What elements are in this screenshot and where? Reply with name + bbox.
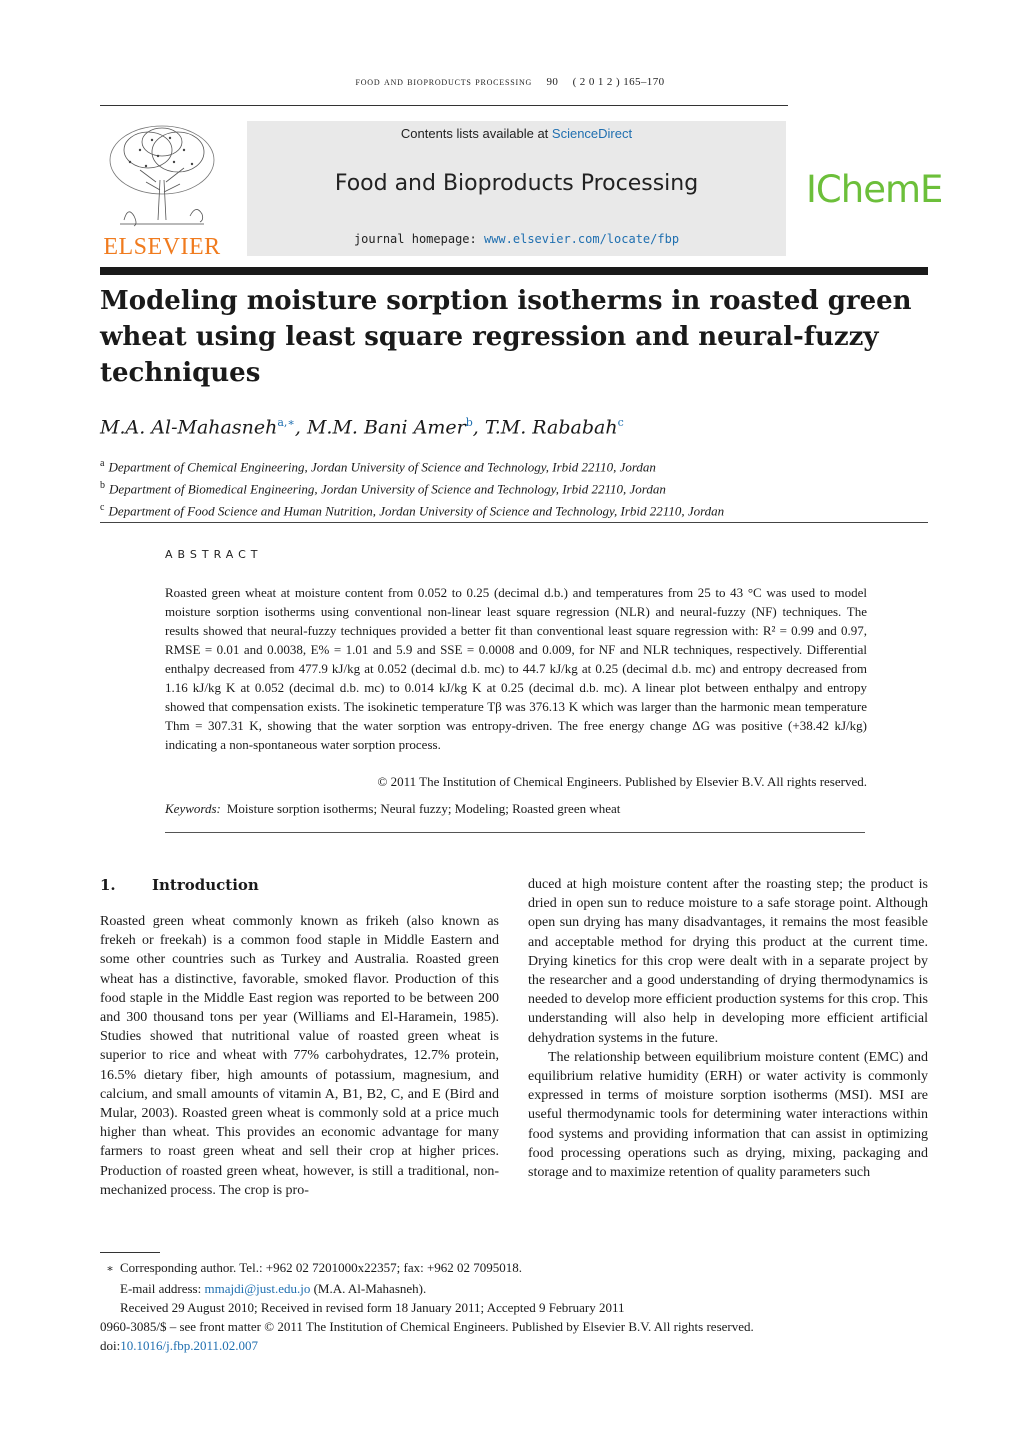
journal-name: Food and Bioproducts Processing	[334, 171, 699, 196]
issn-line: 0960-3085/$ – see front matter © 2011 The Institution of Chemical Engineers. Published by Elsevier B.V. All rights reserved.	[100, 1319, 754, 1334]
elsevier-tree-icon	[100, 120, 224, 232]
affiliation-mark: c	[100, 501, 105, 513]
doi-label: doi:	[100, 1338, 121, 1353]
running-head-volume: 90	[546, 76, 559, 88]
affiliation-rule	[100, 522, 928, 523]
section-heading	[100, 876, 259, 894]
author-name[interactable]: T.M. Rababah	[484, 416, 618, 439]
affiliation-text: Department of Biomedical Engineering, Jordan University of Science and Technology, Irbid 22110, Jordan	[109, 481, 666, 497]
masthead-rule	[100, 267, 928, 275]
running-head-year: ( 2 0 1 2 )	[572, 76, 621, 88]
author-list: M.A. Al-Mahasneh$^{a,∗}$, M.M. Bani Amer$^b$, T.M. Rababah$^c$	[100, 416, 624, 439]
journal-banner	[247, 121, 786, 256]
author-name[interactable]: M.A. Al-Mahasneh	[100, 416, 278, 439]
affiliation-mark: a	[100, 458, 105, 469]
right-column	[528, 875, 928, 1182]
author-mark[interactable]: c	[617, 416, 624, 429]
section-number: 1.	[100, 876, 116, 894]
abstract-heading: ABSTRACT	[165, 548, 263, 561]
doi-line	[100, 1336, 920, 1355]
affiliation	[100, 455, 920, 477]
keywords-text: Moisture sorption isotherms; Neural fuzzy; Modeling; Roasted green wheat	[226, 801, 621, 816]
running-head	[0, 76, 1020, 88]
running-head-pages: 165–170	[623, 76, 665, 88]
affiliation-list	[100, 455, 920, 520]
elsevier-logo[interactable]	[100, 120, 224, 260]
paragraph: Roasted green wheat commonly known as frikeh (also known as frekeh or freekah) is a common food staple in Middle Eastern and some other countries such as Turkey and Australia. Roasted green wheat has a distinctive, favorable, smoked flavor. Production of this food staple in the Middle East region was reported to be between 200 and 300 thousand tons per year (Williams and El-Haramein, 1985). Studies showed that nutritional value of roasted green wheat is superior to rice and wheat with 77% carbohydrates, 12.7% protein, 16.5% dietary fiber, high amounts of potassium, magnesium, and calcium, and small amounts of vitamin A, B1, B2, C, and E (Bird and Mular, 2003). Roasted green wheat is commonly sold at a price much higher than wheat. This provides an economic advantage for many farmers to roast green wheat and sell their crop at higher prices. Production of roasted green wheat, however, is still a traditional, non-mechanized process. The crop is pro-	[100, 914, 499, 1198]
header-rule	[100, 105, 788, 106]
running-head-journal: food and bioproducts processing	[355, 76, 533, 88]
paragraph: The relationship between equilibrium moisture content (EMC) and equilibrium relative humidity (ERH) or water activity is commonly expressed in terms of moisture sorption isotherms (MSI). MSI are useful thermodynamic tools for determining water interactions within food systems and providing information that can assist in optimizing food processing operations such as drying, mixing, packaging and storage and to maximize retention of quality parameters such	[528, 1049, 928, 1181]
journal-homepage	[247, 232, 786, 246]
footnote-rule	[100, 1252, 160, 1253]
footnotes	[100, 1258, 920, 1355]
email-label: E-mail address:	[120, 1281, 205, 1296]
sciencedirect-link[interactable]: ScienceDirect	[551, 126, 633, 141]
affiliation-text: Department of Food Science and Human Nutrition, Jordan University of Science and Technology, Irbid 22110, Jordan	[108, 502, 725, 518]
received-dates: Received 29 August 2010; Received in revised form 18 January 2011; Accepted 9 February 2011	[120, 1300, 625, 1315]
homepage-link[interactable]: www.elsevier.com/locate/fbp	[483, 232, 680, 246]
left-column	[100, 912, 499, 1200]
keywords	[165, 801, 867, 817]
doi-link[interactable]: 10.1016/j.fbp.2011.02.007	[120, 1338, 259, 1353]
elsevier-wordmark: ELSEVIER	[103, 234, 221, 260]
email-suffix: (M.A. Al-Mahasneh).	[310, 1281, 427, 1296]
corresponding-author-note	[100, 1258, 920, 1279]
section-title: Introduction	[152, 876, 259, 894]
author-mark[interactable]: b	[465, 416, 473, 429]
email-note	[100, 1279, 920, 1298]
article-title: Modeling moisture sorption isotherms in roasted green wheat using least square regression and neural-fuzzy techniques	[100, 286, 912, 388]
abstract-copyright: © 2011 The Institution of Chemical Engineers. Published by Elsevier B.V. All rights reserved.	[377, 774, 867, 789]
corresponding-text: Corresponding author. Tel.: +962 02 7201000x22357; fax: +962 02 7095018.	[120, 1260, 523, 1275]
contents-line	[247, 126, 786, 141]
affiliation	[100, 499, 920, 521]
affiliation-text: Department of Chemical Engineering, Jordan University of Science and Technology, Irbid 22110, Jordan	[108, 459, 656, 475]
icheme-logo[interactable]: IChemE	[806, 168, 943, 211]
keywords-label: Keywords:	[165, 801, 221, 816]
homepage-prefix: journal homepage:	[353, 232, 484, 246]
affiliation-mark: b	[100, 479, 105, 491]
abstract-text: Roasted green wheat at moisture content from 0.052 to 0.25 (decimal d.b.) and temperatures from 25 to 43 °C was used to model moisture sorption isotherms using conventional non-linear least square regression (NLR) and neural-fuzzy (NF) techniques. The results showed that neural-fuzzy techniques provided a better fit than conventional least square regression with: R² = 0.99 and 0.97, RMSE = 0.01 and 0.0038, E% = 1.01 and 5.9 and SSE = 0.0008 and 0.009, for NF and NLR techniques, respectively. Differential enthalpy decreased from 477.9 kJ/kg at 0.052 (decimal d.b. mc) to 44.7 kJ/kg at 0.25 (decimal d.b. mc) and entropy decreased from 1.16 kJ/kg K at 0.052 (decimal d.b. mc) to 0.014 kJ/kg K at 0.25 (decimal d.b. mc). A linear plot between enthalpy and entropy showed that compensation exists. The isokinetic temperature Tβ was 376.13 K which was larger than the harmonic mean temperature Thm = 307.31 K, showing that the water sorption was entropy-driven. The free energy change ΔG was positive (+38.42 kJ/kg) indicating a non-spontaneous water sorption process.	[165, 585, 867, 752]
contents-prefix: Contents lists available at	[400, 126, 552, 141]
affiliation	[100, 477, 920, 499]
email-link[interactable]: mmajdi@just.edu.jo	[204, 1281, 311, 1296]
author-name[interactable]: M.M. Bani Amer	[306, 416, 466, 439]
keywords-rule	[165, 832, 865, 833]
paragraph: duced at high moisture content after the roasting step; the product is dried in open sun to reduce moisture to a safe storage point. Although open sun drying has many disadvantages, it remains the most feasible and acceptable method for drying this product at the current time. Drying kinetics for this crop were dealt with in a separate project by the researcher and a good understanding of drying thermodynamics is needed to develop more efficient production systems for this crop. This understanding will also help in developing more efficient artificial dehydration systems in the future.	[528, 877, 928, 1046]
asterisk-icon: ∗	[106, 1263, 114, 1275]
author-mark[interactable]: a,∗	[277, 416, 295, 429]
